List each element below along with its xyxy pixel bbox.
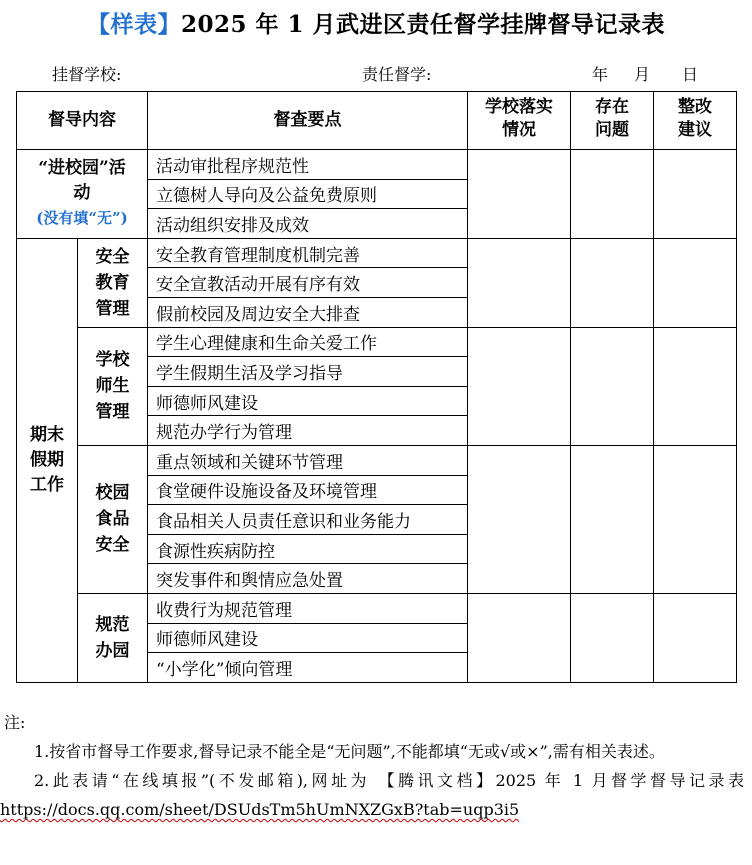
month-label: 月 [634,65,651,84]
advice-cell[interactable] [654,150,737,239]
check-point: 立德树人导向及公益免费原则 [148,179,468,209]
check-point: 学生假期生活及学习指导 [148,357,468,387]
info-line [0,62,752,86]
check-point: 活动审批程序规范性 [148,150,468,180]
record-table [16,91,737,683]
problems-cell[interactable] [571,445,654,593]
note-2-text: 2.此表请“在线填报”(不发邮箱),网址为 【腾讯文档】2025 年 1 月督学督导记录表 [34,771,744,790]
group-safety-education: 安全教育管理 [78,238,148,327]
check-point: “小学化”倾向管理 [148,653,468,683]
sample-tag: 【样表】 [86,11,181,38]
day-label: 日 [682,65,699,84]
advice-cell[interactable] [654,327,737,445]
note-1: 1.按省市督导工作要求,督导记录不能全是“无问题”,不能都填“无或√或×”,需有相关表述。 [34,742,665,761]
problems-cell[interactable] [571,238,654,327]
impl-cell[interactable] [468,238,571,327]
notes-label: 注: [4,713,26,732]
table-row [17,593,737,623]
table-row [17,327,737,357]
table-row [17,445,737,475]
advice-cell[interactable] [654,238,737,327]
table-row [17,238,737,268]
check-point: 食堂硬件设施设备及环境管理 [148,475,468,505]
problems-cell[interactable] [571,150,654,239]
check-point: 食品相关人员责任意识和业务能力 [148,505,468,535]
page-title [0,6,752,39]
header-problems: 存在问题 [571,92,654,150]
check-point: 重点领域和关键环节管理 [148,445,468,475]
check-point: 师德师风建设 [148,386,468,416]
check-point: 突发事件和舆情应急处置 [148,564,468,594]
header-content: 督导内容 [17,92,148,150]
title-text: 2025 年 1 月武进区责任督学挂牌督导记录表 [180,11,666,38]
school-label: 挂督学校: [52,65,122,84]
inspector-label: 责任督学: [362,65,432,84]
notes-section [0,708,752,824]
advice-cell[interactable] [654,593,737,682]
table-header-row [17,92,737,150]
group-teacher-student: 学校师生管理 [78,327,148,445]
check-point: 学生心理健康和生命关爱工作 [148,327,468,357]
advice-cell[interactable] [654,445,737,593]
header-impl: 学校落实情况 [468,92,571,150]
check-point: 假前校园及周边安全大排查 [148,297,468,327]
year-label: 年 [592,65,609,84]
problems-cell[interactable] [571,593,654,682]
fill-note: (没有填“无”) [36,209,128,228]
impl-cell[interactable] [468,150,571,239]
check-point: 规范办学行为管理 [148,416,468,446]
header-points: 督查要点 [148,92,468,150]
table-row [17,150,737,180]
category-campus-activities: “进校园”活动 (没有填“无”) [17,150,148,239]
impl-cell[interactable] [468,445,571,593]
note-2 [0,766,752,824]
check-point: 活动组织安排及成效 [148,209,468,239]
impl-cell[interactable] [468,593,571,682]
header-advice: 整改建议 [654,92,737,150]
check-point: 食源性疾病防控 [148,534,468,564]
category-holiday-work: 期末假期工作 [17,238,78,682]
check-point: 安全宣教活动开展有序有效 [148,268,468,298]
online-form-link[interactable]: https://docs.qq.com/sheet/DSUdsTm5hUmNXZGxB?tab=uqp3i5 [0,800,520,819]
check-point: 师德师风建设 [148,623,468,653]
problems-cell[interactable] [571,327,654,445]
check-point: 安全教育管理制度机制完善 [148,238,468,268]
group-food-safety: 校园食品安全 [78,445,148,593]
group-kindergarten: 规范办园 [78,593,148,682]
impl-cell[interactable] [468,327,571,445]
check-point: 收费行为规范管理 [148,593,468,623]
